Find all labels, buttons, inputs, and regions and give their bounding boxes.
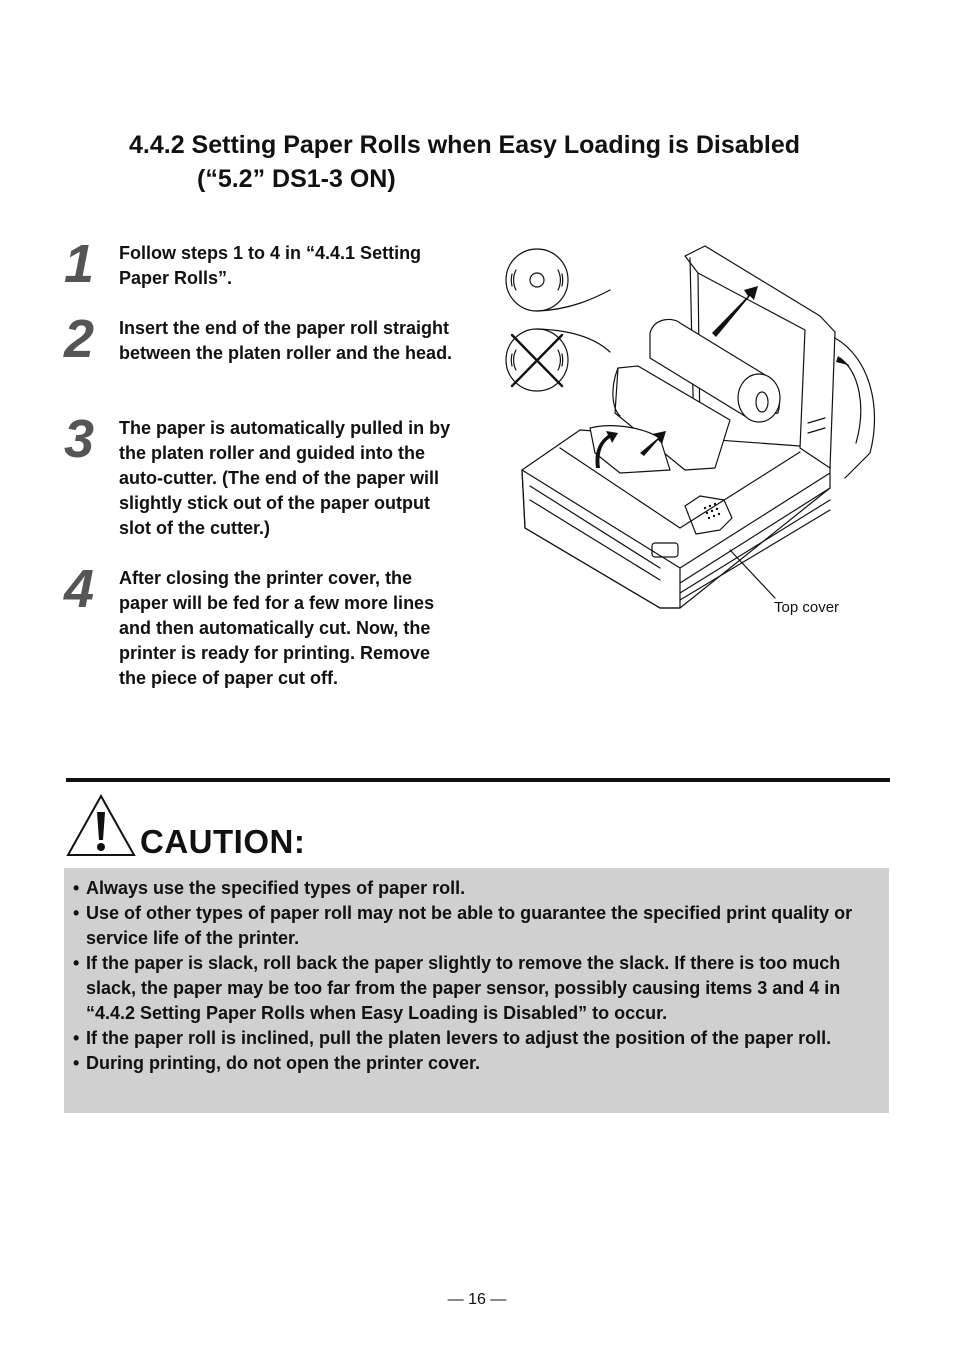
- caution-item: • Use of other types of paper roll may not be able to guarantee the specified print quality or service life of the printer.: [73, 901, 879, 951]
- step-text: After closing the printer cover, the paper will be fed for a few more lines and then automatically cut. Now, the printer is ready for printing. Remove the piece of paper cut off.: [119, 568, 435, 688]
- caution-title: CAUTION:: [140, 823, 306, 860]
- warning-triangle-icon: [66, 794, 136, 858]
- caution-item: • If the paper roll is inclined, pull the platen levers to adjust the position of the paper roll.: [73, 1026, 879, 1051]
- caution-item: • If the paper is slack, roll back the paper slightly to remove the slack. If there is too much slack, the paper may be too far from the paper sensor, possibly causing items 3 and 4 in “4.4.2 Setting Paper Rolls when Easy Loading is Disabled” to occur.: [73, 951, 879, 1026]
- figure-caption: Top cover: [774, 599, 840, 616]
- step-number: 3: [64, 409, 93, 469]
- caution-divider: [66, 778, 890, 782]
- caution-item: • During printing, do not open the printer cover.: [73, 1051, 879, 1076]
- step-number: 2: [64, 309, 93, 369]
- section-heading: [129, 128, 889, 196]
- paper-roll-incorrect-icon: [506, 329, 610, 391]
- step-text: The paper is automatically pulled in by the platen roller and guided into the auto-cutter. (The end of the paper will slightly stick out of the paper output slot of the cutter.): [119, 418, 451, 538]
- section-heading-line2: (“5.2” DS1-3 ON): [197, 165, 396, 193]
- step-text: Insert the end of the paper roll straight between the platen roller and the head.: [119, 318, 453, 363]
- printer-illustration: [500, 238, 890, 628]
- paper-roll-correct-icon: [506, 249, 610, 311]
- step-text: Follow steps 1 to 4 in “4.4.1 Setting Paper Rolls”.: [119, 243, 422, 288]
- caution-list: [64, 868, 889, 1076]
- caution-box: [64, 868, 889, 1113]
- step-number: 4: [64, 559, 93, 619]
- caution-item: • Always use the specified types of paper roll.: [73, 876, 879, 901]
- section-heading-line1: 4.4.2 Setting Paper Rolls when Easy Loading is Disabled: [129, 131, 801, 159]
- step-number: 1: [64, 234, 93, 294]
- page-number: — 16 —: [447, 1291, 507, 1308]
